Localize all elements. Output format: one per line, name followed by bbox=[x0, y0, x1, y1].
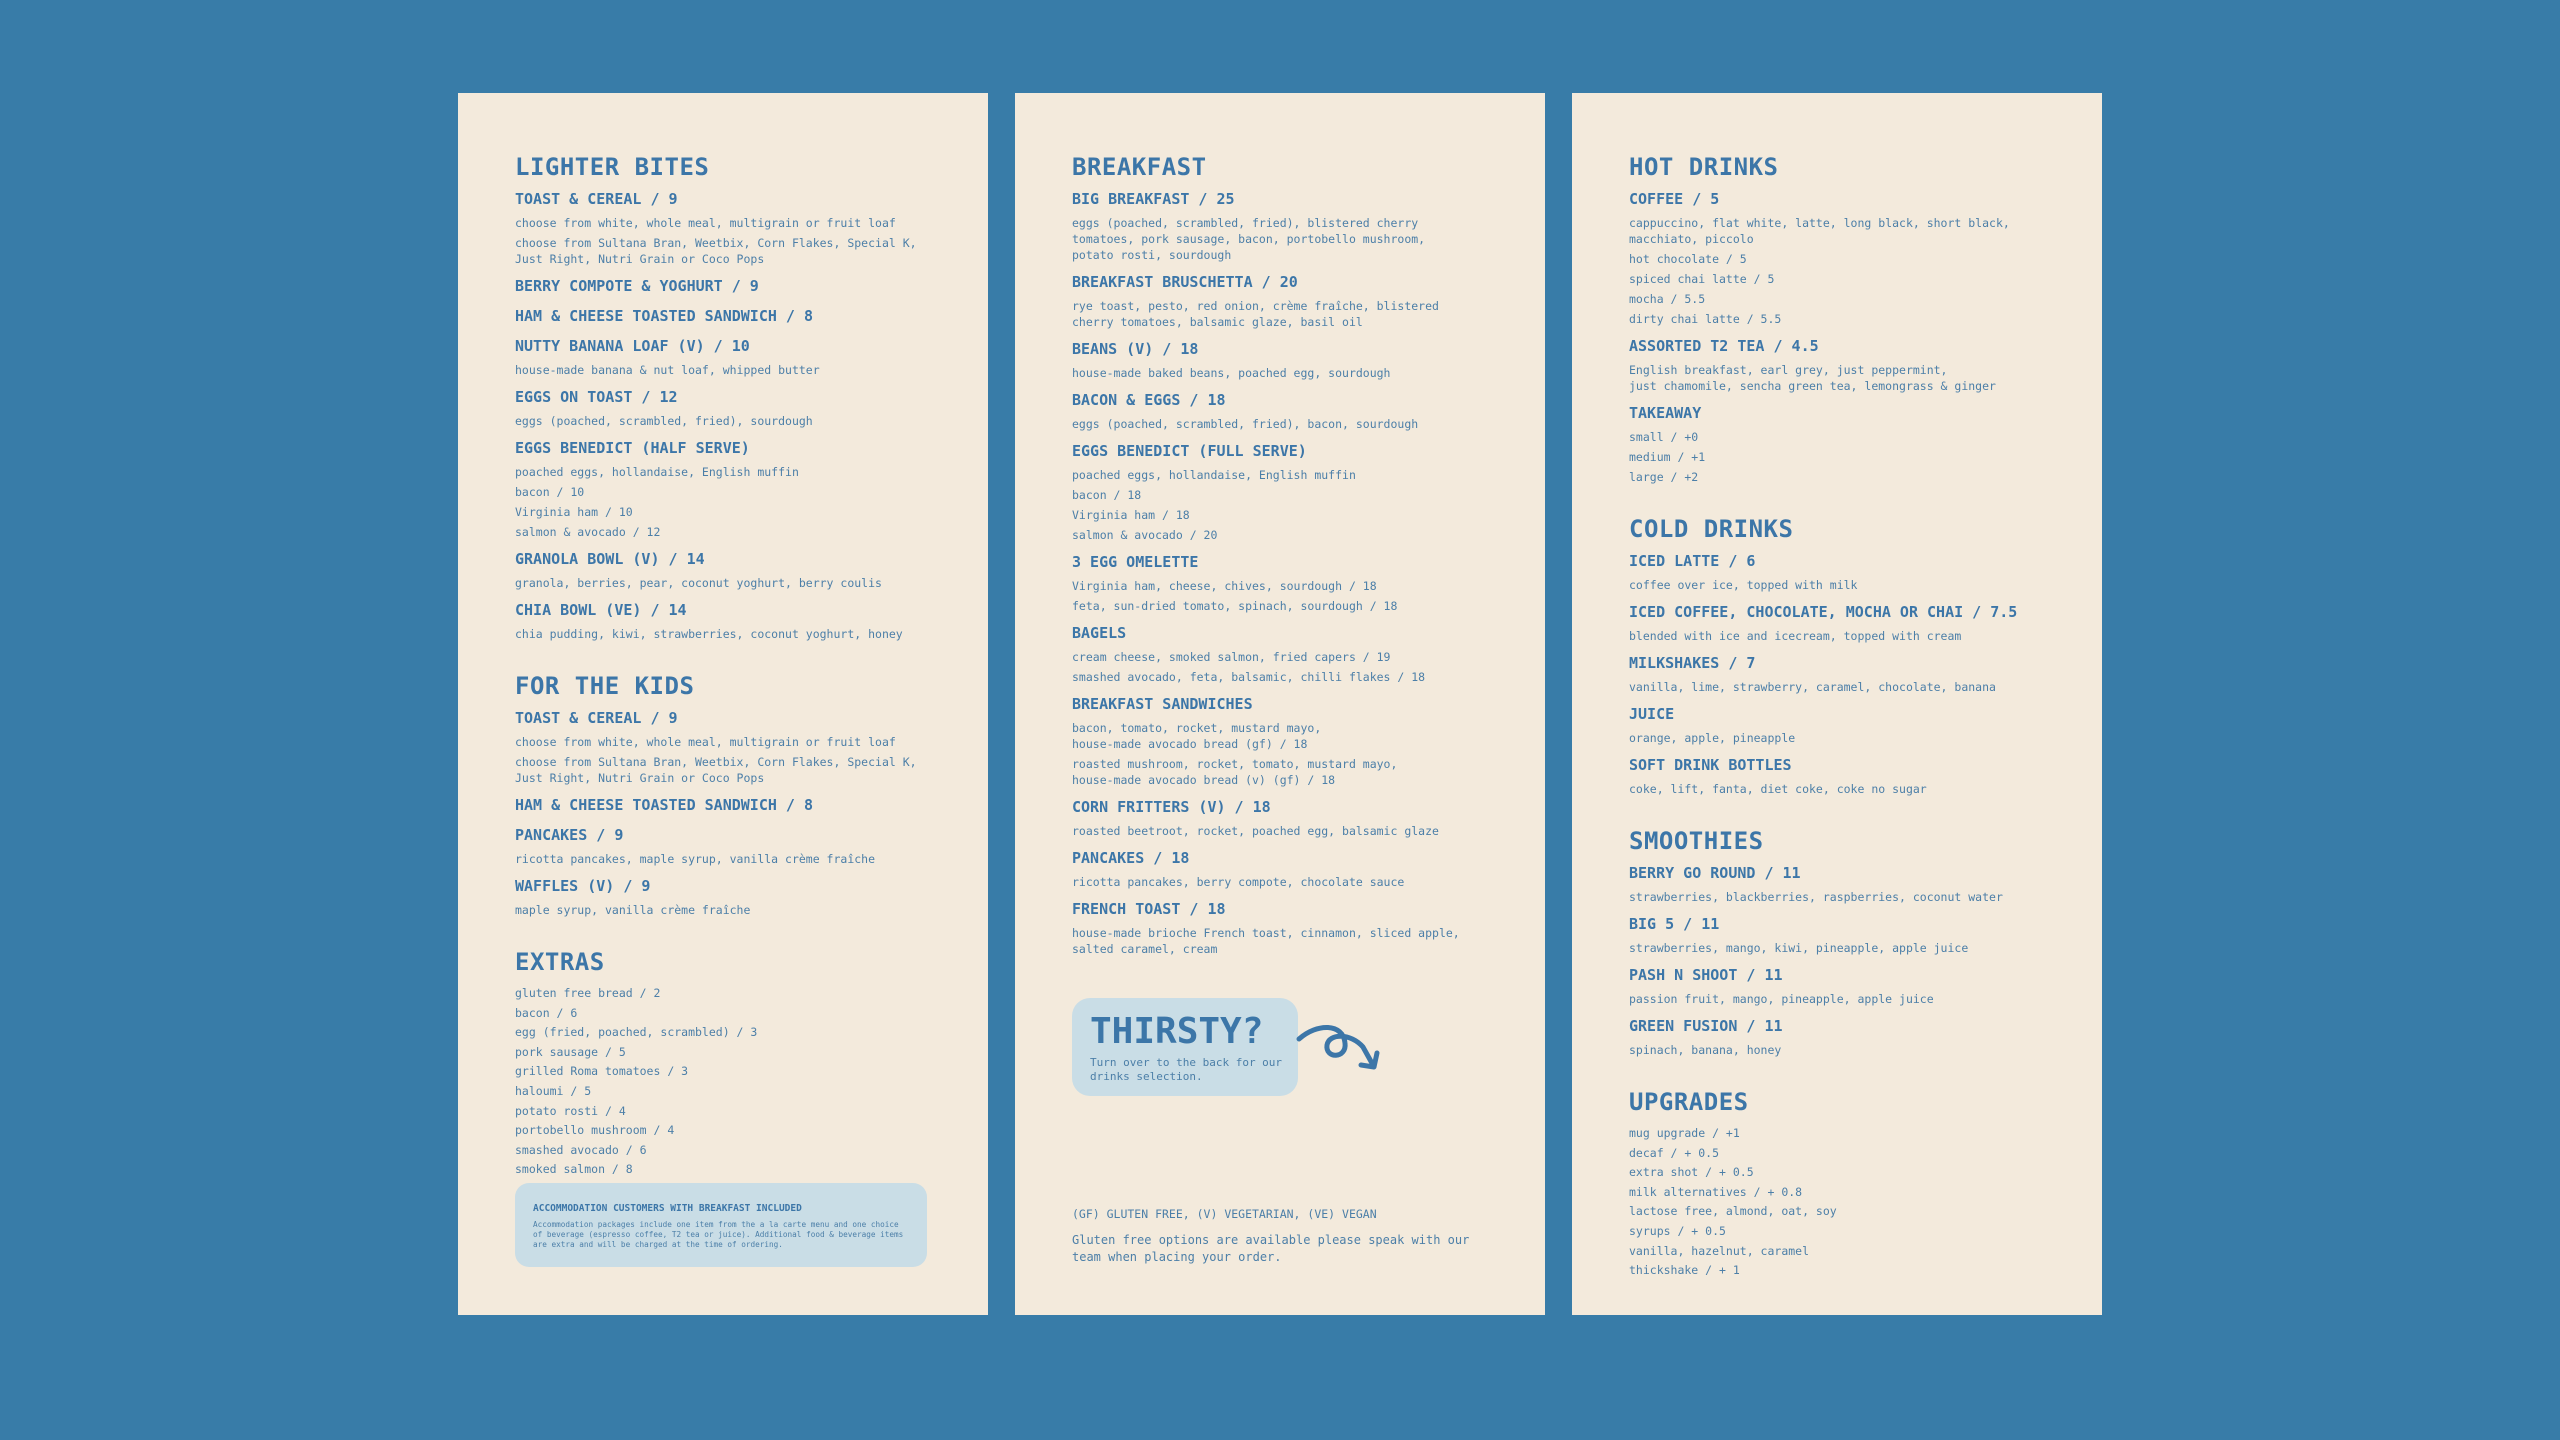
menu-item-name: EGGS ON TOAST / 12 bbox=[515, 388, 678, 406]
menu-item-description: strawberries, mango, kiwi, pineapple, apple juice bbox=[1629, 941, 1969, 955]
menu-item bbox=[515, 825, 931, 867]
menu-item-description: English breakfast, earl grey, just peppermint, just chamomile, sencha green tea, lemongrass & ginger bbox=[1629, 363, 1996, 393]
list-item: potato rosti / 4 bbox=[515, 1103, 626, 1118]
menu-item bbox=[1629, 965, 2045, 1007]
list-item: egg (fried, poached, scrambled) / 3 bbox=[515, 1025, 758, 1040]
menu-item-description: roasted mushroom, rocket, tomato, mustard mayo, house-made avocado bread (v) (gf) / 18 bbox=[1072, 757, 1398, 787]
menu-item-description: bacon, tomato, rocket, mustard mayo, house-made avocado bread (gf) / 18 bbox=[1072, 721, 1322, 751]
menu-item bbox=[1629, 189, 2045, 327]
menu-item-name: WAFFLES (V) / 9 bbox=[515, 877, 651, 895]
item-list bbox=[1629, 551, 2045, 797]
menu-item-name: HAM & CHEESE TOASTED SANDWICH / 8 bbox=[515, 307, 814, 325]
menu-item bbox=[1629, 863, 2045, 905]
menu-item-description: Virginia ham, cheese, chives, sourdough / 18 bbox=[1072, 579, 1377, 593]
menu-item-name: TOAST & CEREAL / 9 bbox=[515, 709, 678, 727]
menu-item-description: cappuccino, flat white, latte, long black, short black, macchiato, piccolo bbox=[1629, 216, 2010, 246]
menu-item-description: smashed avocado, feta, balsamic, chilli flakes / 18 bbox=[1072, 670, 1426, 684]
menu-item-name: CHIA BOWL (VE) / 14 bbox=[515, 601, 687, 619]
menu-item bbox=[515, 189, 931, 267]
menu-item bbox=[1629, 336, 2045, 394]
list-item: thickshake / + 1 bbox=[1629, 1263, 1740, 1278]
note-title: ACCOMMODATION CUSTOMERS WITH BREAKFAST INCLUDED bbox=[533, 1203, 802, 1214]
menu-item-name: BEANS (V) / 18 bbox=[1072, 340, 1199, 358]
list-item: lactose free, almond, oat, soy bbox=[1629, 1204, 1837, 1219]
menu-item-name: HAM & CHEESE TOASTED SANDWICH / 8 bbox=[515, 796, 814, 814]
list-item: grilled Roma tomatoes / 3 bbox=[515, 1064, 689, 1079]
section-title: BREAKFAST bbox=[1072, 153, 1207, 181]
menu-panel-center bbox=[1015, 93, 1545, 1315]
menu-item-name: PASH N SHOOT / 11 bbox=[1629, 966, 1783, 984]
menu-item bbox=[1629, 403, 2045, 485]
menu-item bbox=[1629, 602, 2045, 644]
menu-item bbox=[1072, 189, 1488, 263]
list-item: milk alternatives / + 0.8 bbox=[1629, 1184, 1803, 1199]
menu-item-name: PANCAKES / 18 bbox=[1072, 849, 1190, 867]
menu-item bbox=[1629, 1016, 2045, 1058]
section-breakfast bbox=[1072, 153, 1488, 957]
menu-item-name: COFFEE / 5 bbox=[1629, 190, 1720, 208]
menu-item-description: Virginia ham / 10 bbox=[515, 505, 633, 519]
section-for-the-kids bbox=[515, 672, 931, 918]
section-hot-drinks bbox=[1629, 153, 2045, 485]
section-title: EXTRAS bbox=[515, 948, 605, 976]
menu-item-description: choose from white, whole meal, multigrain or fruit loaf bbox=[515, 735, 896, 749]
menu-item-name: 3 EGG OMELETTE bbox=[1072, 553, 1199, 571]
menu-item-name: CORN FRITTERS (V) / 18 bbox=[1072, 798, 1271, 816]
menu-item-name: PANCAKES / 9 bbox=[515, 826, 624, 844]
menu-item-name: BREAKFAST SANDWICHES bbox=[1072, 695, 1253, 713]
menu-item-description: ricotta pancakes, maple syrup, vanilla crème fraîche bbox=[515, 852, 876, 866]
thirsty-title: THIRSTY? bbox=[1090, 1011, 1264, 1052]
menu-item bbox=[1072, 899, 1488, 957]
list-item: vanilla, hazelnut, caramel bbox=[1629, 1243, 1810, 1258]
thirsty-subtitle: Turn over to the back for our drinks selection. bbox=[1090, 1056, 1283, 1083]
section-title: HOT DRINKS bbox=[1629, 153, 1779, 181]
menu-item bbox=[515, 795, 931, 816]
menu-item-name: GREEN FUSION / 11 bbox=[1629, 1017, 1783, 1035]
section-lighter-bites bbox=[515, 153, 931, 642]
menu-item-description: eggs (poached, scrambled, fried), sourdough bbox=[515, 414, 813, 428]
dietary-legend: (GF) GLUTEN FREE, (V) VEGETARIAN, (VE) VEGAN bbox=[1072, 1207, 1377, 1221]
menu-item-description: feta, sun-dried tomato, spinach, sourdough / 18 bbox=[1072, 599, 1398, 613]
list-item: decaf / + 0.5 bbox=[1629, 1145, 1720, 1160]
menu-item bbox=[1072, 339, 1488, 381]
menu-item-description: bacon / 10 bbox=[515, 485, 585, 499]
menu-item bbox=[515, 438, 931, 540]
menu-item-name: BAGELS bbox=[1072, 624, 1127, 642]
menu-item-description: choose from Sultana Bran, Weetbix, Corn Flakes, Special K, Just Right, Nutri Grain or Coco Pops bbox=[515, 755, 917, 785]
menu-item-description: cream cheese, smoked salmon, fried capers / 19 bbox=[1072, 650, 1391, 664]
menu-item-name: ICED LATTE / 6 bbox=[1629, 552, 1756, 570]
section-smoothies bbox=[1629, 827, 2045, 1058]
menu-item-description: maple syrup, vanilla crème fraîche bbox=[515, 903, 751, 917]
menu-item bbox=[1072, 848, 1488, 890]
menu-item bbox=[1629, 551, 2045, 593]
menu-item-name: ICED COFFEE, CHOCOLATE, MOCHA OR CHAI / 7.5 bbox=[1629, 603, 2018, 621]
section-title: COLD DRINKS bbox=[1629, 515, 1794, 543]
menu-item-description: small / +0 bbox=[1629, 430, 1699, 444]
menu-item-name: BIG 5 / 11 bbox=[1629, 915, 1720, 933]
section-upgrades bbox=[1629, 1088, 2045, 1281]
curly-arrow-icon bbox=[1295, 1013, 1385, 1083]
list-item: portobello mushroom / 4 bbox=[515, 1123, 675, 1138]
menu-panel-right bbox=[1572, 93, 2102, 1315]
menu-item-description: granola, berries, pear, coconut yoghurt, berry coulis bbox=[515, 576, 882, 590]
section-title: UPGRADES bbox=[1629, 1088, 1749, 1116]
menu-item-name: BERRY COMPOTE & YOGHURT / 9 bbox=[515, 277, 759, 295]
menu-item bbox=[1072, 623, 1488, 685]
menu-item-description: eggs (poached, scrambled, fried), bacon, sourdough bbox=[1072, 417, 1419, 431]
menu-item-description: house-made banana & nut loaf, whipped butter bbox=[515, 363, 820, 377]
menu-item-description: large / +2 bbox=[1629, 470, 1699, 484]
item-list bbox=[1629, 189, 2045, 485]
menu-item-name: FRENCH TOAST / 18 bbox=[1072, 900, 1226, 918]
menu-item-description: passion fruit, mango, pineapple, apple juice bbox=[1629, 992, 1934, 1006]
menu-item-name: TOAST & CEREAL / 9 bbox=[515, 190, 678, 208]
menu-item-description: mocha / 5.5 bbox=[1629, 292, 1706, 306]
menu-item bbox=[515, 708, 931, 786]
menu-item-name: BACON & EGGS / 18 bbox=[1072, 391, 1226, 409]
menu-item bbox=[1072, 552, 1488, 614]
menu-item bbox=[1629, 704, 2045, 746]
menu-item-description: poached eggs, hollandaise, English muffin bbox=[515, 465, 799, 479]
menu-item-description: choose from Sultana Bran, Weetbix, Corn Flakes, Special K, Just Right, Nutri Grain or Coco Pops bbox=[515, 236, 917, 266]
menu-item-name: JUICE bbox=[1629, 705, 1675, 723]
line-list bbox=[1629, 1124, 2045, 1281]
item-list bbox=[515, 708, 931, 918]
list-item: syrups / + 0.5 bbox=[1629, 1223, 1726, 1238]
menu-item bbox=[1072, 694, 1488, 788]
menu-item bbox=[515, 336, 931, 378]
menu-item bbox=[1629, 755, 2045, 797]
menu-item-description: house-made baked beans, poached egg, sourdough bbox=[1072, 366, 1391, 380]
list-item: pork sausage / 5 bbox=[515, 1044, 626, 1059]
menu-item-description: rye toast, pesto, red onion, crème fraîche, blistered cherry tomatoes, balsamic glaze, basil oil bbox=[1072, 299, 1439, 329]
menu-item-description: hot chocolate / 5 bbox=[1629, 252, 1747, 266]
line-list bbox=[515, 984, 931, 1180]
menu-item-description: ricotta pancakes, berry compote, chocolate sauce bbox=[1072, 875, 1405, 889]
thirsty-callout bbox=[1072, 998, 1298, 1096]
menu-item-name: BIG BREAKFAST / 25 bbox=[1072, 190, 1235, 208]
accommodation-note bbox=[515, 1183, 927, 1267]
menu-item-description: coffee over ice, topped with milk bbox=[1629, 578, 1858, 592]
menu-item bbox=[515, 306, 931, 327]
menu-item-description: choose from white, whole meal, multigrain or fruit loaf bbox=[515, 216, 896, 230]
item-list bbox=[1072, 189, 1488, 957]
menu-item-description: dirty chai latte / 5.5 bbox=[1629, 312, 1782, 326]
note-body: Accommodation packages include one item from the a la carte menu and one choice of beverage (espresso coffee, T2 tea or juice). Additional food & beverage items are extra and will be charged at the time of ordering. bbox=[533, 1220, 904, 1249]
menu-item-name: MILKSHAKES / 7 bbox=[1629, 654, 1756, 672]
list-item: mug upgrade / +1 bbox=[1629, 1126, 1740, 1140]
list-item: gluten free bread / 2 bbox=[515, 986, 661, 1000]
menu-item-name: NUTTY BANANA LOAF (V) / 10 bbox=[515, 337, 750, 355]
menu-item-description: blended with ice and icecream, topped with cream bbox=[1629, 629, 1962, 643]
menu-item-name: SOFT DRINK BOTTLES bbox=[1629, 756, 1792, 774]
section-title: LIGHTER BITES bbox=[515, 153, 710, 181]
menu-item-description: spinach, banana, honey bbox=[1629, 1043, 1782, 1057]
menu-item-name: BREAKFAST BRUSCHETTA / 20 bbox=[1072, 273, 1298, 291]
menu-item bbox=[515, 549, 931, 591]
menu-item-name: ASSORTED T2 TEA / 4.5 bbox=[1629, 337, 1819, 355]
menu-item-description: Virginia ham / 18 bbox=[1072, 508, 1190, 522]
menu-item-name: EGGS BENEDICT (HALF SERVE) bbox=[515, 439, 750, 457]
menu-item-description: roasted beetroot, rocket, poached egg, balsamic glaze bbox=[1072, 824, 1439, 838]
section-title: SMOOTHIES bbox=[1629, 827, 1764, 855]
menu-item bbox=[1072, 390, 1488, 432]
menu-item bbox=[1629, 914, 2045, 956]
menu-item-description: spiced chai latte / 5 bbox=[1629, 272, 1775, 286]
menu-item-description: orange, apple, pineapple bbox=[1629, 731, 1796, 745]
menu-item-description: salmon & avocado / 12 bbox=[515, 525, 661, 539]
menu-item-description: chia pudding, kiwi, strawberries, coconut yoghurt, honey bbox=[515, 627, 903, 641]
menu-item bbox=[1072, 797, 1488, 839]
menu-item-name: BERRY GO ROUND / 11 bbox=[1629, 864, 1801, 882]
menu-item bbox=[515, 276, 931, 297]
menu-item-description: medium / +1 bbox=[1629, 450, 1706, 464]
menu-item bbox=[1629, 653, 2045, 695]
menu-item-description: salmon & avocado / 20 bbox=[1072, 528, 1218, 542]
section-title: FOR THE KIDS bbox=[515, 672, 695, 700]
menu-item-description: coke, lift, fanta, diet coke, coke no sugar bbox=[1629, 782, 1927, 796]
menu-item-name: GRANOLA BOWL (V) / 14 bbox=[515, 550, 705, 568]
menu-item-description: bacon / 18 bbox=[1072, 488, 1142, 502]
list-item: smoked salmon / 8 bbox=[515, 1162, 633, 1177]
item-list bbox=[515, 189, 931, 642]
menu-item-description: vanilla, lime, strawberry, caramel, chocolate, banana bbox=[1629, 680, 1996, 694]
list-item: haloumi / 5 bbox=[515, 1083, 592, 1098]
list-item: extra shot / + 0.5 bbox=[1629, 1165, 1754, 1180]
gluten-free-note: Gluten free options are available please speak with our team when placing your order. bbox=[1072, 1233, 1470, 1264]
menu-panel-left bbox=[458, 93, 988, 1315]
menu-item-name: TAKEAWAY bbox=[1629, 404, 1702, 422]
section-cold-drinks bbox=[1629, 515, 2045, 797]
menu-item-description: strawberries, blackberries, raspberries, coconut water bbox=[1629, 890, 2003, 904]
menu-item bbox=[1072, 272, 1488, 330]
menu-item-description: poached eggs, hollandaise, English muffin bbox=[1072, 468, 1356, 482]
menu-item-name: EGGS BENEDICT (FULL SERVE) bbox=[1072, 442, 1307, 460]
menu-item bbox=[515, 600, 931, 642]
menu-item bbox=[515, 387, 931, 429]
menu-item-description: house-made brioche French toast, cinnamon, sliced apple, salted caramel, cream bbox=[1072, 926, 1460, 956]
menu-item bbox=[1072, 441, 1488, 543]
list-item: bacon / 6 bbox=[515, 1005, 578, 1020]
item-list bbox=[1629, 863, 2045, 1058]
section-extras bbox=[515, 948, 931, 1180]
list-item: smashed avocado / 6 bbox=[515, 1142, 647, 1157]
menu-item bbox=[515, 876, 931, 918]
menu-item-description: eggs (poached, scrambled, fried), blistered cherry tomatoes, pork sausage, bacon, portobello mushroom, potato rosti, sourdough bbox=[1072, 216, 1426, 262]
